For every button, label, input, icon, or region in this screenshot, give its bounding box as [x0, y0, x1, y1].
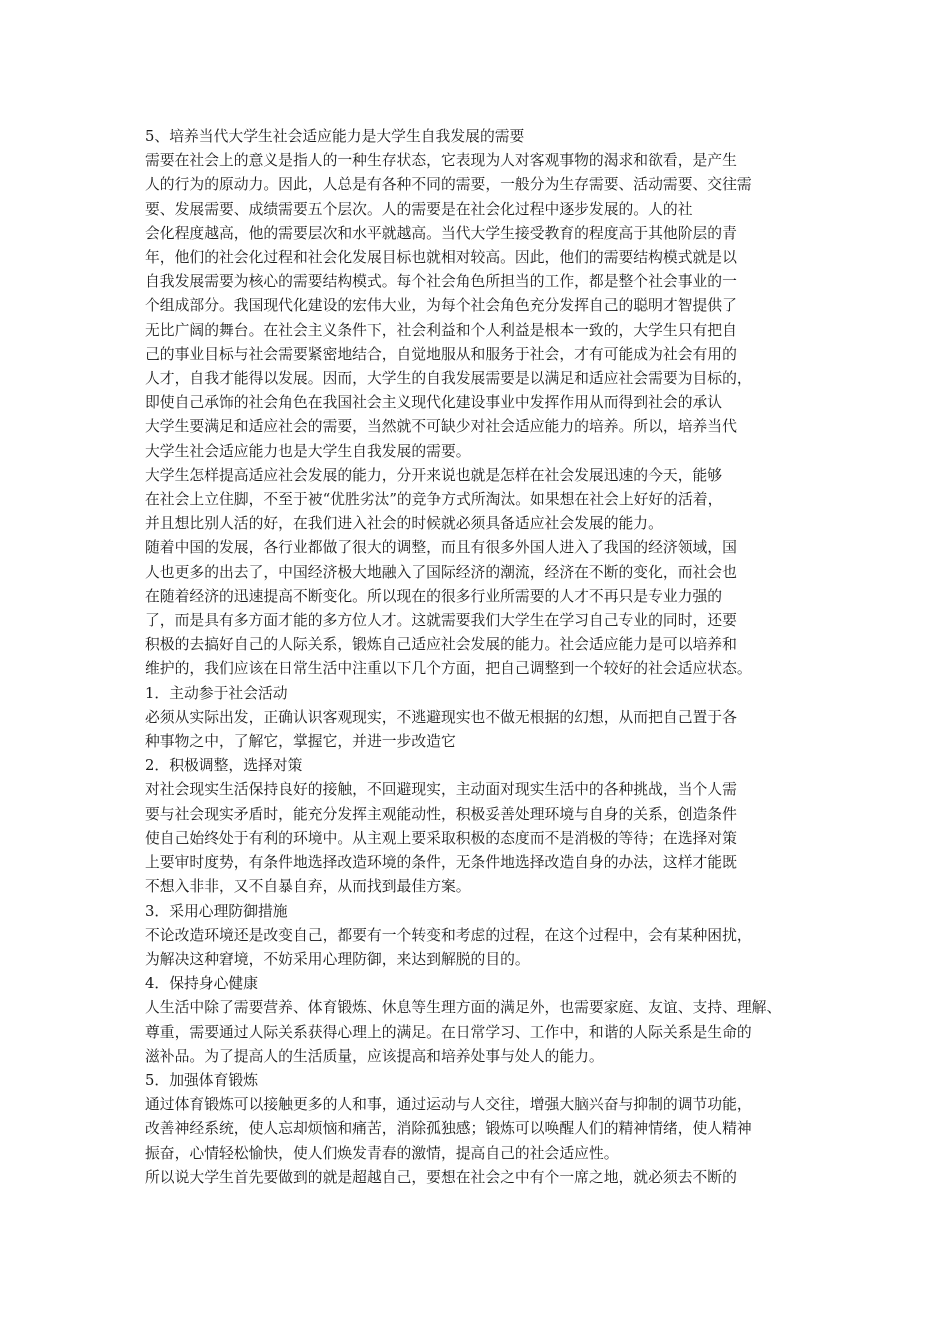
text-line: 人的行为的原动力。因此，人总是有各种不同的需要，一般分为生存需要、活动需要、交往需: [145, 176, 752, 194]
document-body: [145, 125, 813, 1190]
text-line: 即使自己承饰的社会角色在我国社会主义现代化建设事业中发挥作用从而得到社会的承认: [145, 394, 723, 412]
text-line: 要与社会现实矛盾时，能充分发挥主观能动性，积极妥善处理环境与自身的关系，创造条件: [145, 805, 737, 823]
text-line: 必须从实际出发，正确认识客观现实，不逃避现实也不做无根据的幻想，从而把自己置于各: [145, 708, 737, 726]
text-line: 不论改造环境还是改变自己，都要有一个转变和考虑的过程，在这个过程中，会有某种困扰，: [145, 926, 752, 944]
text-line: 大学生要满足和适应社会的需要，当然就不可缺少对社会适应能力的培养。所以，培养当代: [145, 418, 737, 436]
text-line: 不想入非非，又不自暴自弃，从而找到最佳方案。: [145, 878, 471, 896]
list-heading: 4．保持身心健康: [145, 975, 258, 993]
text-line: 为解决这种窘境，不妨采用心理防御，来达到解脱的目的。: [145, 950, 530, 968]
text-line: 在随着经济的迅速提高不断变化。所以现在的很多行业所需要的人才不再只是专业力强的: [145, 587, 723, 605]
text-line: 随着中国的发展，各行业都做了很大的调整，而且有很多外国人进入了我国的经济领域，国: [145, 539, 737, 557]
text-line: 需要在社会上的意义是指人的一种生存状态，它表现为人对客观事物的渴求和欲看，是产生: [145, 152, 737, 170]
text-line: 使自己始终处于有利的环境中。从主观上要采取积极的态度而不是消极的等待；在选择对策: [145, 829, 737, 847]
text-line: 尊重，需要通过人际关系获得心理上的满足。在日常学习、工作中，和谐的人际关系是生命的: [145, 1023, 752, 1041]
text-line: 上要审时度势，有条件地选择改造环境的条件，无条件地选择改造自身的办法，这样才能既: [145, 854, 737, 872]
text-line: 自我发展需要为核心的需要结构模式。每个社会角色所担当的工作，都是整个社会事业的一: [145, 273, 737, 291]
text-line: 种事物之中，了解它，掌握它，并进一步改造它: [145, 733, 456, 751]
text-line: 滋补品。为了提高人的生活质量，应该提高和培养处事与处人的能力。: [145, 1047, 604, 1065]
text-line: 无比广阔的舞台。在社会主义条件下，社会利益和个人利益是根本一致的，大学生只有把自: [145, 321, 737, 339]
list-heading: 2．积极调整，选择对策: [145, 757, 303, 775]
text-line: 了，而是具有多方面才能的多方位人才。这就需要我们大学生在学习自己专业的同时，还要: [145, 612, 737, 630]
text-line: 所以说大学生首先要做到的就是超越自己，要想在社会之中有个一席之地，就必须去不断的: [145, 1168, 737, 1186]
text-line: 通过体育锻炼可以接触更多的人和事，通过运动与人交往，增强大脑兴奋与抑制的调节功能，: [145, 1096, 752, 1114]
text-line: 人才，自我才能得以发展。因而，大学生的自我发展需要是以满足和适应社会需要为目标的，: [145, 370, 752, 388]
text-line: 个组成部分。我国现代化建设的宏伟大业，为每个社会角色充分发挥自己的聪明才智提供了: [145, 297, 737, 315]
text-line: 大学生怎样提高适应社会发展的能力，分开来说也就是怎样在社会发展迅速的今天，能够: [145, 466, 723, 484]
text-line: 要、发展需要、成绩需要五个层次。人的需要是在社会化过程中逐步发展的。人的社: [145, 200, 693, 218]
list-heading: 3．采用心理防御措施: [145, 902, 288, 920]
text-line: 人生活中除了需要营养、体育锻炼、休息等生理方面的满足外，也需要家庭、友谊、支持、理解、: [145, 999, 782, 1017]
text-line: 大学生社会适应能力也是大学生自我发展的需要。: [145, 442, 471, 460]
text-line: 会化程度越高，他的需要层次和水平就越高。当代大学生接受教育的程度高于其他阶层的青: [145, 224, 737, 242]
list-heading: 5．加强体育锻炼: [145, 1071, 258, 1089]
text-line: 在社会上立住脚，不至于被“优胜劣汰”的竞争方式所淘汰。如果想在社会上好好的活着，: [145, 491, 723, 509]
text-line: 并且想比别人活的好，在我们进入社会的时候就必须具备适应社会发展的能力。: [145, 515, 663, 533]
text-line: 对社会现实生活保持良好的接触，不回避现实，主动面对现实生活中的各种挑战，当个人需: [145, 781, 737, 799]
text-line: 人也更多的出去了，中国经济极大地融入了国际经济的潮流，经济在不断的变化，而社会也: [145, 563, 737, 581]
text-line: 改善神经系统，使人忘却烦恼和痛苦，消除孤独感；锻炼可以唤醒人们的精神情绪，使人精神: [145, 1120, 752, 1138]
text-line: 维护的，我们应该在日常生活中注重以下几个方面，把自己调整到一个较好的社会适应状态。: [145, 660, 752, 678]
list-heading: 1．主动参于社会活动: [145, 684, 288, 702]
text-line: 积极的去搞好自己的人际关系，锻炼自己适应社会发展的能力。社会适应能力是可以培养和: [145, 636, 737, 654]
text-line: 己的事业目标与社会需要紧密地结合，自觉地服从和服务于社会，才有可能成为社会有用的: [145, 345, 737, 363]
section-heading: 5、培养当代大学生社会适应能力是大学生自我发展的需要: [145, 128, 525, 145]
text-line: 年，他们的社会化过程和社会化发展目标也就相对较高。因此，他们的需要结构模式就是以: [145, 249, 737, 267]
text-line: 振奋，心情轻松愉快，使人们焕发青春的激情，提高自己的社会适应性。: [145, 1144, 619, 1162]
